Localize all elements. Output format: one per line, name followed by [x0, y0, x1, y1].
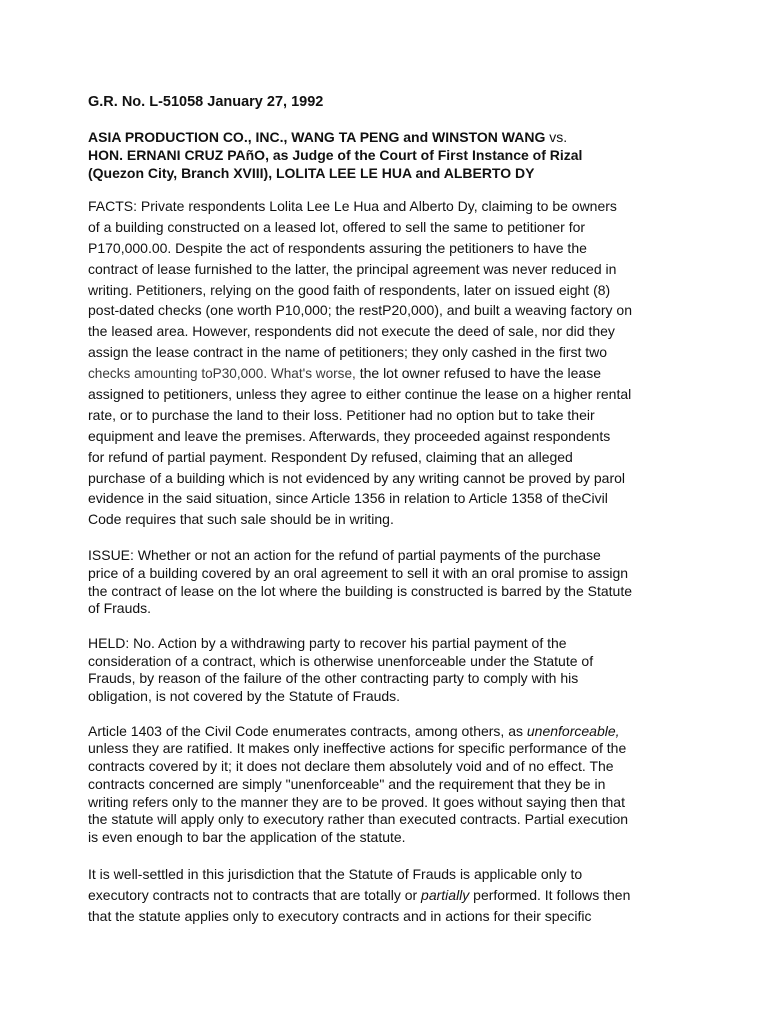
settled-paragraph [88, 864, 688, 928]
facts-line: equipment and leave the premises. Afterwards, they proceeded against respondents [88, 427, 611, 444]
case-parties [88, 128, 688, 182]
facts-line: of a building constructed on a leased lot, offered to sell the same to petitioner for [88, 218, 586, 235]
settled-italic-text: partially [421, 886, 470, 903]
settled-text: executory contracts not to contracts that are totally or [88, 886, 422, 903]
facts-line: the leased area. However, respondents did not execute the deed of sale, nor did they [88, 323, 615, 340]
issue-line: price of a building covered by an oral agreement to sell it with an oral promise to assign [88, 564, 629, 581]
article-line: the statute will apply only to executory rather than executed contracts. Partial execution [88, 811, 629, 828]
petitioners: ASIA PRODUCTION CO., INC., WANG TA PENG and WINSTON WANG [88, 129, 546, 145]
settled-text: performed. It follows then [469, 886, 631, 903]
facts-line: rate, or to purchase the land to their loss. Petitioner had no option but to take their [88, 406, 595, 423]
article-line: unless they are ratified. It makes only ineffective actions for specific performance of the [88, 740, 627, 757]
facts-line: evidence in the said situation, since Article 1356 in relation to Article 1358 of theCivil [88, 490, 608, 507]
article-italic-text: unenforceable, [526, 722, 620, 739]
facts-line: for refund of partial payment. Respondent Dy refused, claiming that an alleged [88, 448, 573, 465]
facts-line: assign the lease contract in the name of petitioners; they only cashed in the first two [88, 344, 608, 361]
article-line: contracts concerned are simply "unenforceable" and the requirement that they be in [88, 775, 606, 792]
issue-line: ISSUE: Whether or not an action for the refund of partial payments of the purchase [88, 547, 601, 564]
issue-line: of Frauds. [88, 600, 152, 617]
document-page [88, 93, 688, 944]
case-number: G.R. No. L-51058 January 27, 1992 [88, 94, 324, 110]
facts-line: FACTS: Private respondents Lolita Lee Le Hua and Alberto Dy, claiming to be owners [88, 198, 617, 214]
versus-label: vs. [549, 129, 568, 145]
article-line [88, 723, 688, 741]
parties-line-3: (Quezon City, Branch XVIII), LOLITA LEE LE HUA and ALBERTO DY [88, 165, 535, 181]
held-paragraph [88, 635, 688, 706]
issue-paragraph [88, 547, 688, 618]
settled-line [88, 885, 688, 906]
parties-line-2: HON. ERNANI CRUZ PAñO, as Judge of the Court of First Instance of Rizal [88, 147, 583, 163]
facts-line: contract of lease furnished to the latter, the principal agreement was never reduced in [88, 260, 617, 277]
held-line: Frauds, by reason of the failure of the other contracting party to comply with his [88, 670, 579, 687]
settled-line: It is well-settled in this jurisdiction that the Statute of Frauds is applicable only to [88, 865, 583, 882]
held-line: HELD: No. Action by a withdrawing party to recover his partial payment of the [88, 635, 567, 651]
issue-line: the contract of lease on the lot where the building is constructed is barred by the Statute [88, 582, 632, 599]
facts-text: the lot owner refused to have the lease [355, 365, 601, 382]
settled-line: that the statute applies only to executory contracts and in actions for their specific [88, 908, 592, 925]
article-paragraph [88, 723, 688, 847]
article-line: is even enough to bar the application of the statute. [88, 828, 406, 845]
facts-line: writing. Petitioners, relying on the good faith of respondents, later on issued eight (8) [88, 281, 611, 298]
facts-line: Code requires that such sale should be in writing. [88, 511, 394, 528]
facts-line: assigned to petitioners, unless they agree to either continue the lease on a higher rental [88, 386, 632, 403]
article-text: Article 1403 of the Civil Code enumerates contracts, among others, as [88, 722, 527, 739]
article-line: writing refers only to the manner they are to be proved. It goes without saying then that [88, 793, 625, 810]
facts-paragraph [88, 196, 688, 530]
facts-line: purchase of a building which is not evidenced by any writing cannot be proved by parol [88, 469, 625, 486]
facts-line: post-dated checks (one worth P10,000; the restP20,000), and built a weaving factory on [88, 302, 632, 319]
article-line: contracts covered by it; it does not declare them absolutely void and of no effect. The [88, 758, 614, 775]
facts-line [88, 363, 688, 384]
facts-light-text: checks amounting toP30,000. What's worse, [88, 366, 356, 382]
held-line: obligation, is not covered by the Statute of Frauds. [88, 688, 401, 705]
held-line: consideration of a contract, which is otherwise unenforceable under the Statute of [88, 652, 594, 669]
parties-line-1 [88, 128, 688, 146]
facts-line: P170,000.00. Despite the act of respondents assuring the petitioners to have the [88, 239, 587, 256]
